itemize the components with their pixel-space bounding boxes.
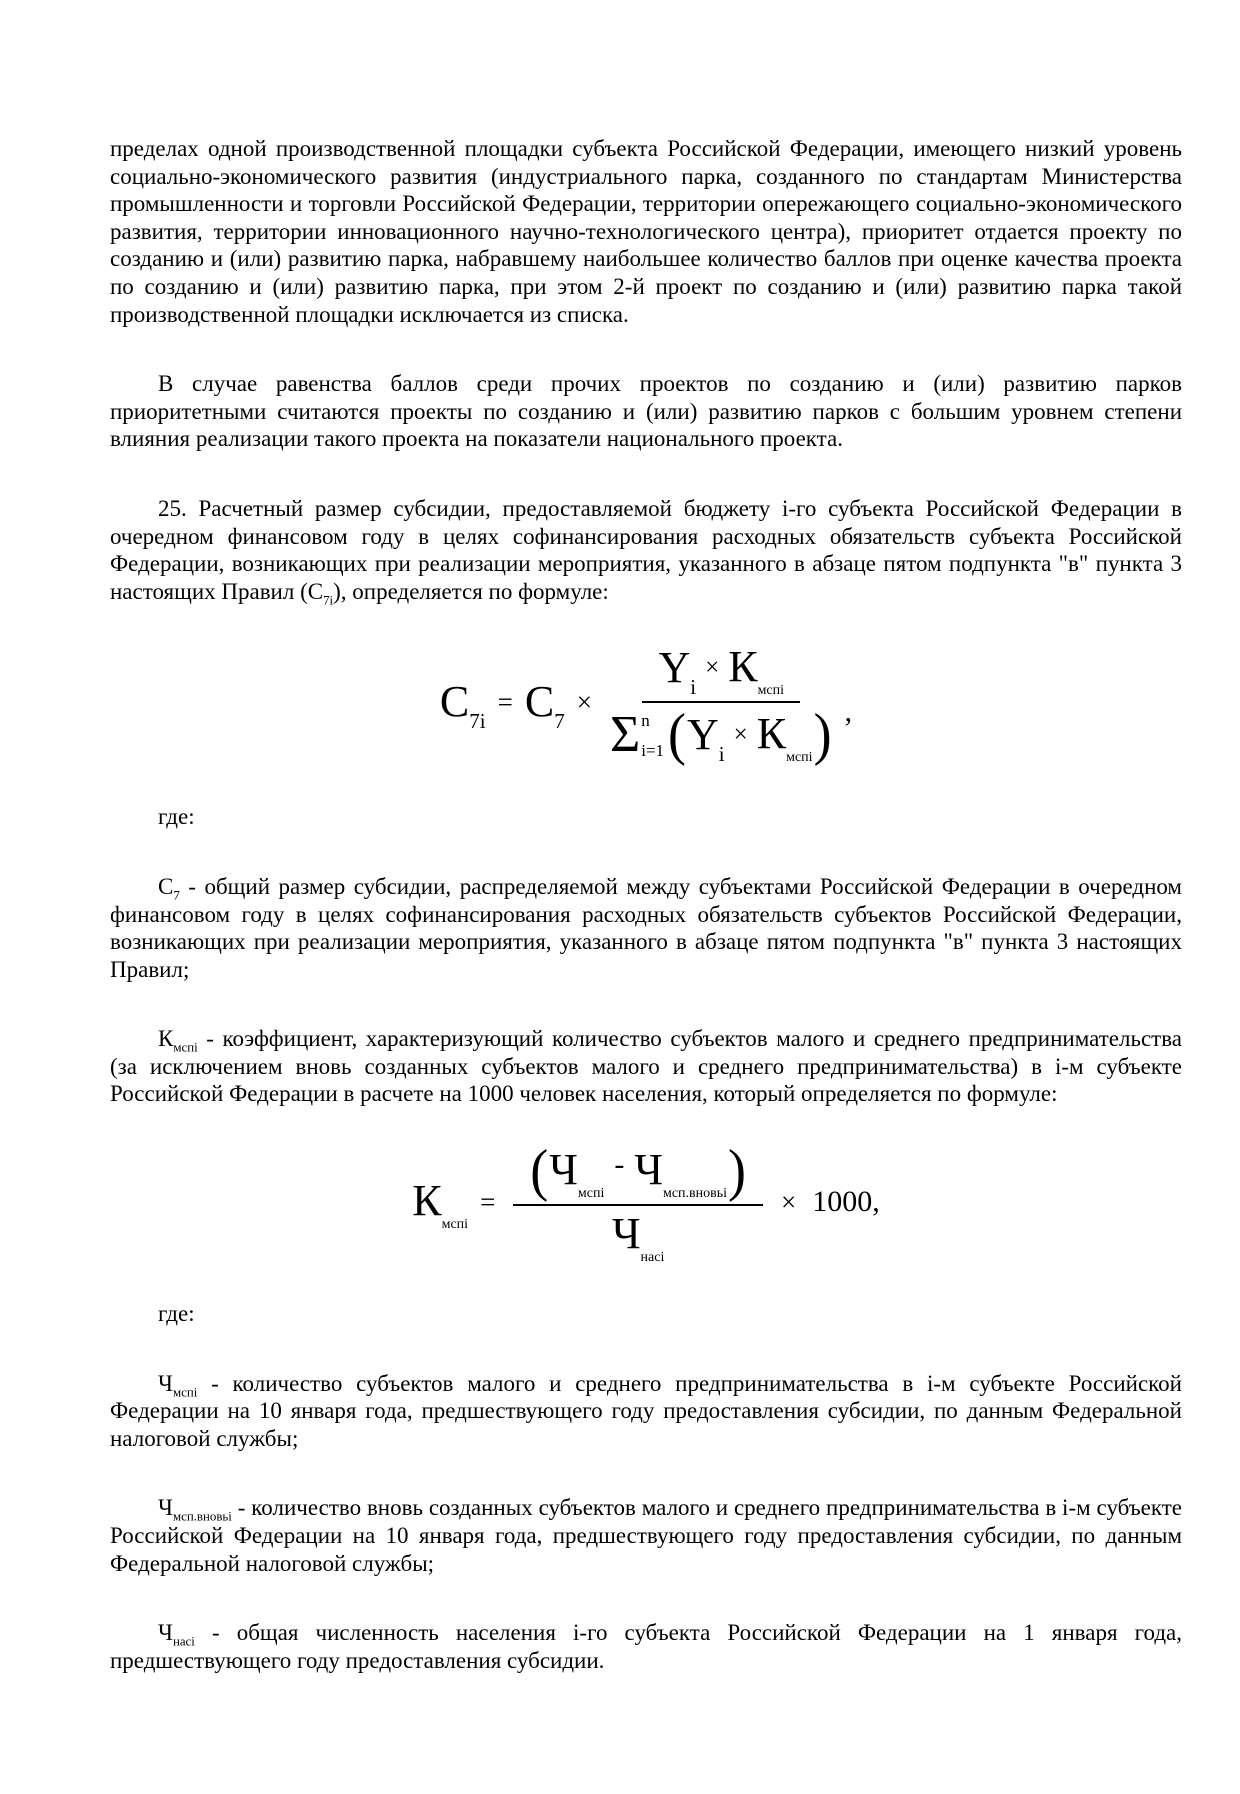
c7-subscript: 7 <box>554 709 565 734</box>
times-sign: × <box>576 687 592 718</box>
sum-lower-limit: i=1 <box>641 741 665 761</box>
k-subscript: мспi <box>757 683 785 699</box>
y-base-symbol: Y <box>658 643 691 693</box>
fraction <box>513 1137 763 1266</box>
k-msp-term <box>728 642 785 699</box>
ch-base-symbol: Ч <box>611 1209 641 1259</box>
ch-msp-new-term <box>634 1145 728 1202</box>
fraction-numerator <box>513 1137 763 1206</box>
fraction-numerator <box>642 643 800 703</box>
c7-base-symbol: С <box>524 677 555 727</box>
k-subscript: мспi <box>441 1217 469 1233</box>
equals-sign: = <box>497 687 513 718</box>
equals-sign: = <box>480 1186 496 1217</box>
times-sign: × <box>781 1186 797 1217</box>
y-term <box>658 643 697 700</box>
ch-nas-term <box>611 1209 665 1266</box>
ch-subscript: насi <box>640 1250 665 1266</box>
c7i-term <box>439 677 486 734</box>
k-base-symbol: К <box>756 709 787 759</box>
paragraph-chmsp-definition: $Ч_{мспi}$ - количество субъектов малого и среднего предпринимательства в i-м субъекте Российской Федерации на 10 января года, предшествующего году предоставления субсидии, по данным Федеральной налоговой службы; <box>110 1370 1182 1451</box>
paragraph-chmsp-new-definition: $Ч_{мсп.вновьi}$ - количество вновь созданных субъектов малого и среднего предпринимательства в i-м субъекте Российской Федерации на 10 января года, предшествующего году предоставления субсидии, по данным Федеральной налоговой службы; <box>110 1495 1182 1576</box>
paragraph-chnas-definition: $Ч_{насi}$ - общая численность населения i-го субъекта Российской Федерации на 1 января года, предшествующего году предоставления субсидии. <box>110 1620 1182 1673</box>
ch-base-symbol: Ч <box>549 1145 578 1195</box>
c7i-base-symbol: С <box>439 677 470 727</box>
y-term <box>687 710 725 767</box>
minus-sign: - <box>614 1148 625 1182</box>
paragraph-intro-continuation: пределах одной производственной площадки субъекта Российской Федерации, имеющего низкий уровень социально-экономического развития (индустриального парка, созданного по стандартам Министерства промышленности и торговли Российской Федерации, территории опережающего социально-экономического развития, территории инновационного научно-технологического центра), приоритет отдается проекту по созданию и (или) развитию парка, набравшему наибольшее количество баллов при оценке качества проекта по созданию и (или) развитию парка, при этом 2-й проект по созданию и (или) развитию парка такой производственной площадки исключается из списка. <box>110 136 1182 327</box>
c7i-subscript: 7i <box>469 709 486 734</box>
ch-base-symbol: Ч <box>634 1145 663 1195</box>
formula-subsidy-c7i <box>110 642 1182 767</box>
k-msp-term <box>756 709 813 766</box>
ch-subscript: мспi <box>577 1186 605 1202</box>
fraction-denominator <box>609 701 833 767</box>
k-base-symbol: К <box>412 1176 442 1226</box>
close-paren: ) <box>728 1137 747 1203</box>
y-subscript: i <box>690 675 697 700</box>
c7-term <box>524 677 565 734</box>
formula-coefficient-kmsp <box>110 1137 1182 1266</box>
where-label-2: где: <box>158 1301 195 1327</box>
times-sign: × <box>733 721 748 749</box>
k-base-symbol: К <box>728 642 758 692</box>
paragraph-equal-scores-rule: В случае равенства баллов среди прочих проектов по созданию и (или) развитию парков приоритетными считаются проекты по созданию и (или) развитию парков с большим уровнем степени влияния реализации такого проекта на показатели национального проекта. <box>110 371 1182 452</box>
sum-limits <box>641 709 664 761</box>
k-subscript: мспi <box>786 750 813 766</box>
fraction-denominator <box>611 1206 665 1266</box>
paragraph-kmsp-definition: $К_{мспi}$ - коэффициент, характеризующий количество субъектов малого и среднего предпринимательства (за исключением вновь созданных субъектов малого и среднего предпринимательства) в i-м субъекте Российской Федерации в расчете на 1000 человек населения, который определяется по формуле: <box>110 1026 1182 1107</box>
k-msp-term <box>412 1176 469 1233</box>
y-base-symbol: Y <box>687 710 719 760</box>
paragraph-c7-definition: $С_7$ - общий размер субсидии, распределяемой между субъектами Российской Федерации в очередном финансовом году в целях софинансирования расходных обязательств субъектов Российской Федерации, возникающих при реализации мероприятия, указанного в абзаце пятом подпункта "в" пункта 3 настоящих Правил; <box>110 873 1182 982</box>
where-label-1: где: <box>158 804 195 830</box>
fraction <box>609 642 833 767</box>
ch-msp-term <box>549 1145 605 1202</box>
open-paren: ( <box>530 1137 549 1203</box>
close-paren: ) <box>813 701 832 767</box>
sum-upper-limit: n <box>641 711 650 731</box>
times-sign: × <box>705 654 720 682</box>
multiplier-1000: 1000, <box>812 1185 880 1219</box>
open-paren: ( <box>668 701 687 767</box>
trailing-comma: , <box>844 695 853 729</box>
ch-subscript: мсп.вновьi <box>662 1186 728 1202</box>
y-subscript: i <box>718 742 725 767</box>
paragraph-point-25: 25. Расчетный размер субсидии, предоставляемой бюджету i-го субъекта Российской Федерации в очередном финансовом году в целях софинансирования расходных обязательств субъекта Российской Федерации, возникающих при реализации мероприятия, указанного в абзаце пятом подпункта "в" пункта 3 настоящих Правил $(С_{7i})$, определяется по формуле: <box>110 495 1182 608</box>
sum-symbol: Σ <box>609 706 641 764</box>
